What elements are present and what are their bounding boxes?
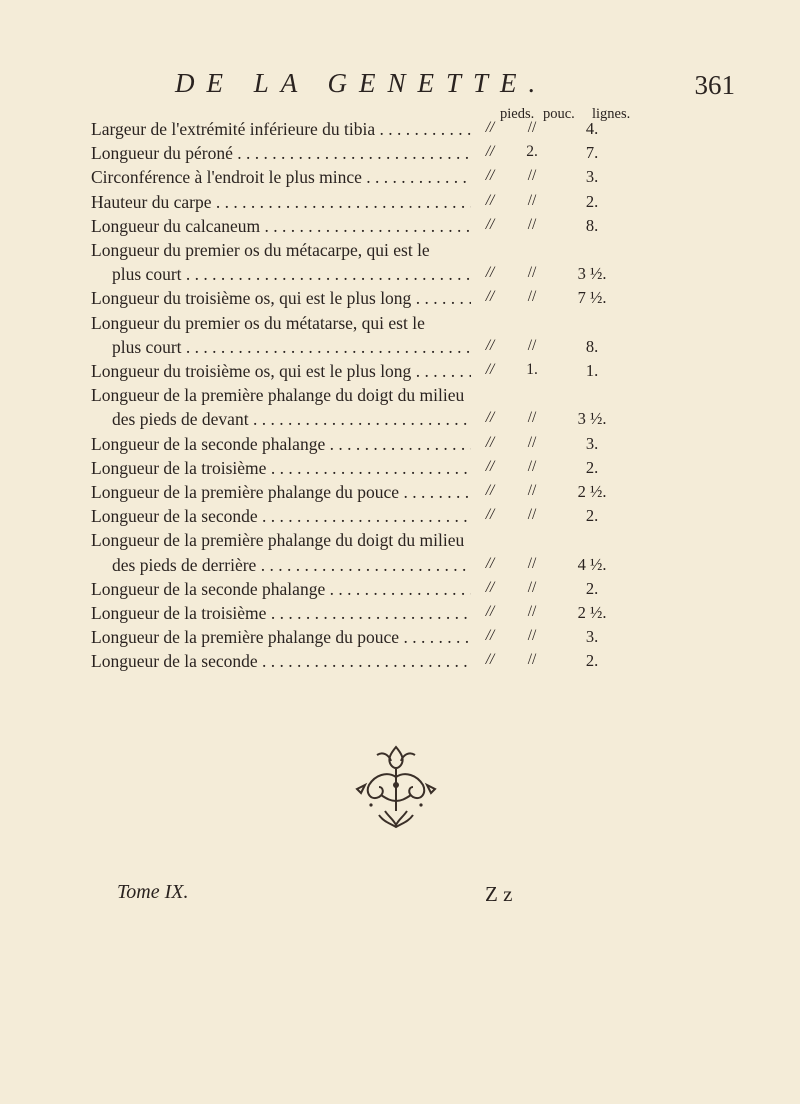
inches-cell: //: [527, 457, 537, 475]
lines-cell: 2 ½.: [577, 603, 607, 622]
lines-cell: 3.: [585, 433, 599, 453]
feet-cell: //: [485, 143, 495, 161]
column-header-feet: pieds.: [500, 106, 535, 122]
lines-cell: 2.: [585, 578, 599, 598]
table-row: [0, 504, 800, 530]
table-row: [0, 407, 800, 433]
row-label-first-line: Longueur du premier os du métacarpe, qui est le: [91, 240, 430, 260]
inches-cell: //: [527, 554, 537, 572]
feet-cell: //: [485, 119, 495, 136]
table-row-heading: [0, 238, 800, 264]
lines-cell: 2.: [585, 506, 599, 526]
row-label: Circonférence à l'endroit le plus mince . . .: [91, 165, 471, 189]
lines-cell: 7 ½.: [577, 288, 607, 308]
row-label: plus court . . .: [112, 335, 471, 359]
row-label: Longueur de la première phalange du pouce . . .: [91, 480, 471, 504]
feet-cell: //: [485, 482, 495, 499]
table-row: [0, 432, 800, 458]
row-label: plus court . . .: [112, 262, 471, 286]
feet-cell: //: [485, 409, 495, 427]
lines-cell: 3.: [585, 627, 599, 647]
volume-label: Tome IX.: [117, 881, 189, 903]
lines-cell: 2.: [585, 651, 599, 671]
row-label: Longueur de la seconde . . .: [91, 504, 471, 528]
feet-cell: //: [485, 433, 495, 451]
lines-cell: 4.: [585, 119, 599, 138]
table-row: [0, 649, 800, 675]
table-row-heading: [0, 311, 800, 337]
row-label: Longueur de la troisième . . .: [91, 456, 471, 480]
lines-cell: 2.: [585, 457, 599, 477]
row-label: Longueur de la seconde phalange . . .: [91, 577, 471, 601]
table-row: [0, 141, 800, 167]
row-label: Longueur de la troisième . . .: [91, 601, 471, 625]
row-label: des pieds de devant . . .: [112, 407, 471, 431]
table-row: [0, 601, 800, 627]
signature-mark: Z z: [485, 882, 513, 906]
table-row: [0, 456, 800, 482]
table-row: [0, 214, 800, 240]
inches-cell: //: [527, 119, 537, 136]
feet-cell: //: [485, 457, 495, 475]
table-row: [0, 625, 800, 651]
inches-cell: //: [527, 506, 537, 524]
inches-cell: //: [527, 603, 537, 620]
inches-cell: //: [527, 288, 537, 306]
table-row: [0, 165, 800, 191]
fleuron-ornament: [347, 741, 445, 831]
inches-cell: //: [527, 336, 537, 354]
row-label: Longueur du troisième os, qui est le plus long . . .: [91, 286, 471, 310]
lines-cell: 8.: [585, 336, 599, 356]
running-header: [175, 68, 735, 108]
table-row-heading: [0, 383, 800, 409]
feet-cell: //: [485, 264, 495, 282]
feet-cell: //: [485, 578, 495, 596]
inches-cell: //: [527, 215, 537, 233]
inches-cell: //: [527, 191, 537, 209]
feet-cell: //: [485, 506, 495, 524]
column-header-inches: pouc.: [543, 106, 575, 122]
row-label-first-line: Longueur de la première phalange du doigt du milieu: [91, 385, 465, 406]
feet-cell: //: [485, 361, 495, 378]
inches-cell: 2.: [526, 143, 538, 161]
row-label: Largeur de l'extrémité inférieure du tibia . . .: [91, 117, 471, 141]
table-row: [0, 335, 800, 361]
lines-cell: 3 ½.: [577, 409, 607, 429]
table-row-heading: [0, 528, 800, 554]
feet-cell: //: [485, 336, 495, 354]
table-row: [0, 190, 800, 216]
inches-cell: //: [527, 651, 537, 669]
row-label: Longueur du troisième os, qui est le plus long . . .: [91, 359, 471, 383]
row-label-first-line: Longueur du premier os du métatarse, qui est le: [91, 312, 425, 333]
feet-cell: //: [485, 191, 495, 209]
lines-cell: 3.: [585, 167, 599, 187]
running-title: DE LA GENETTE.: [175, 68, 548, 98]
row-label: Longueur de la seconde phalange . . .: [91, 432, 471, 456]
lines-cell: 8.: [585, 215, 599, 235]
feet-cell: //: [485, 554, 495, 572]
column-header-lines: lignes.: [592, 106, 631, 122]
lines-cell: 2.: [585, 191, 599, 211]
table-row: [0, 262, 800, 288]
inches-cell: //: [527, 433, 537, 451]
row-label: Longueur du péroné . . .: [91, 141, 471, 165]
table-row: [0, 553, 800, 579]
feet-cell: //: [485, 167, 495, 185]
lines-cell: 1.: [585, 361, 599, 380]
feet-cell: //: [485, 603, 495, 620]
lines-cell: 7.: [585, 143, 599, 163]
table-row: [0, 480, 800, 506]
feet-cell: //: [485, 288, 495, 306]
inches-cell: //: [527, 264, 537, 282]
feet-cell: //: [485, 627, 495, 645]
table-row: [0, 286, 800, 312]
row-label: Longueur de la seconde . . .: [91, 649, 471, 673]
inches-cell: //: [527, 578, 537, 596]
table-row: [0, 117, 800, 143]
inches-cell: 1.: [526, 361, 538, 378]
table-row: [0, 577, 800, 603]
inches-cell: //: [527, 167, 537, 185]
page-number: 361: [694, 70, 735, 100]
row-label-first-line: Longueur de la première phalange du doigt du milieu: [91, 530, 465, 551]
inches-cell: //: [527, 482, 537, 499]
row-label: Hauteur du carpe . . .: [91, 190, 471, 214]
row-label: Longueur du calcaneum . . .: [91, 214, 471, 238]
row-label: des pieds de derrière . . .: [112, 553, 471, 577]
lines-cell: 2 ½.: [577, 482, 607, 501]
lines-cell: 4 ½.: [577, 554, 607, 574]
table-row: [0, 359, 800, 385]
lines-cell: 3 ½.: [577, 264, 607, 284]
feet-cell: //: [485, 215, 495, 233]
inches-cell: //: [527, 627, 537, 645]
inches-cell: //: [527, 409, 537, 427]
feet-cell: //: [485, 651, 495, 669]
row-label: Longueur de la première phalange du pouce . . .: [91, 625, 471, 649]
